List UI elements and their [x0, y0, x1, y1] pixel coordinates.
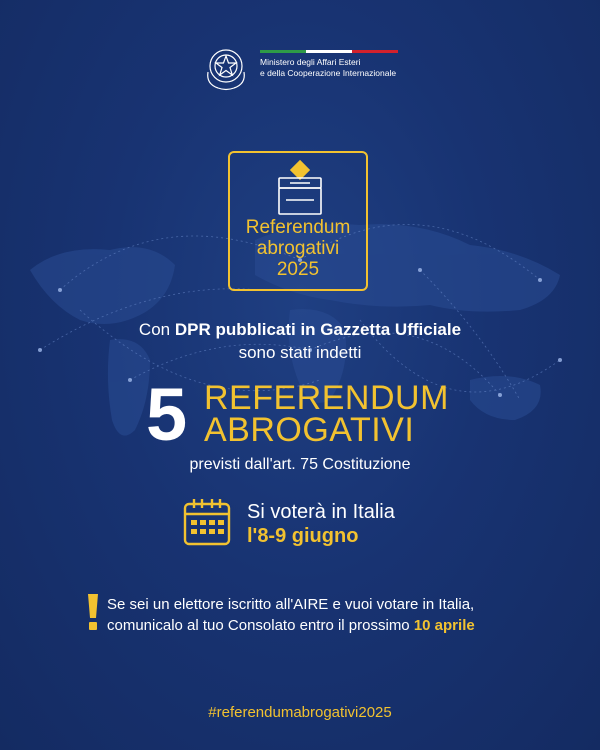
italian-republic-emblem-icon: [200, 42, 252, 94]
badge-line-2: abrogativi: [256, 238, 340, 259]
badge-label: [230, 217, 366, 280]
referendum-count: 5: [146, 373, 188, 456]
referendum-title-line-2: ABROGATIVI: [204, 411, 415, 449]
ballot-box-icon: [276, 158, 324, 216]
ministry-header: [200, 42, 410, 92]
intro-line-2: sono stati indetti: [238, 343, 362, 362]
intro-line-1: [0, 318, 600, 341]
intro-text: [0, 318, 600, 364]
ministry-line-2: e della Cooperazione Internazionale: [260, 68, 397, 78]
referendum-title: [204, 379, 449, 449]
notice-line-2-text: comunicalo al tuo Consolato entro il prossimo: [107, 617, 414, 634]
hashtag: #referendumabrogativi2025: [208, 704, 392, 721]
voting-date: l'8-9 giugno: [247, 525, 359, 547]
notice-deadline: 10 aprile: [413, 617, 475, 634]
intro-bold: DPR pubblicati in Gazzetta Ufficiale: [174, 320, 462, 339]
italian-flag-stripe: [260, 50, 398, 53]
badge-line-1: Referendum: [245, 217, 351, 238]
voting-info: [247, 500, 395, 548]
referendum-title-line-1: REFERENDUM: [204, 379, 449, 417]
notice-line-1: Se sei un elettore iscritto all'AIRE e vuoi votare in Italia,: [107, 596, 475, 613]
ministry-line-1: Ministero degli Affari Esteri: [260, 57, 361, 67]
badge-line-3: 2025: [276, 259, 320, 280]
exclamation-icon: [85, 592, 101, 632]
referendum-subtitle: previsti dall'art. 75 Costituzione: [189, 456, 411, 473]
aire-notice: [107, 594, 587, 636]
ministry-name: [260, 57, 396, 79]
notice-line-2: [107, 615, 587, 636]
intro-prefix: Con: [138, 320, 175, 339]
referendum-badge: [228, 151, 368, 291]
calendar-icon: [182, 497, 232, 547]
voting-location: Si voterà in Italia: [247, 501, 395, 523]
